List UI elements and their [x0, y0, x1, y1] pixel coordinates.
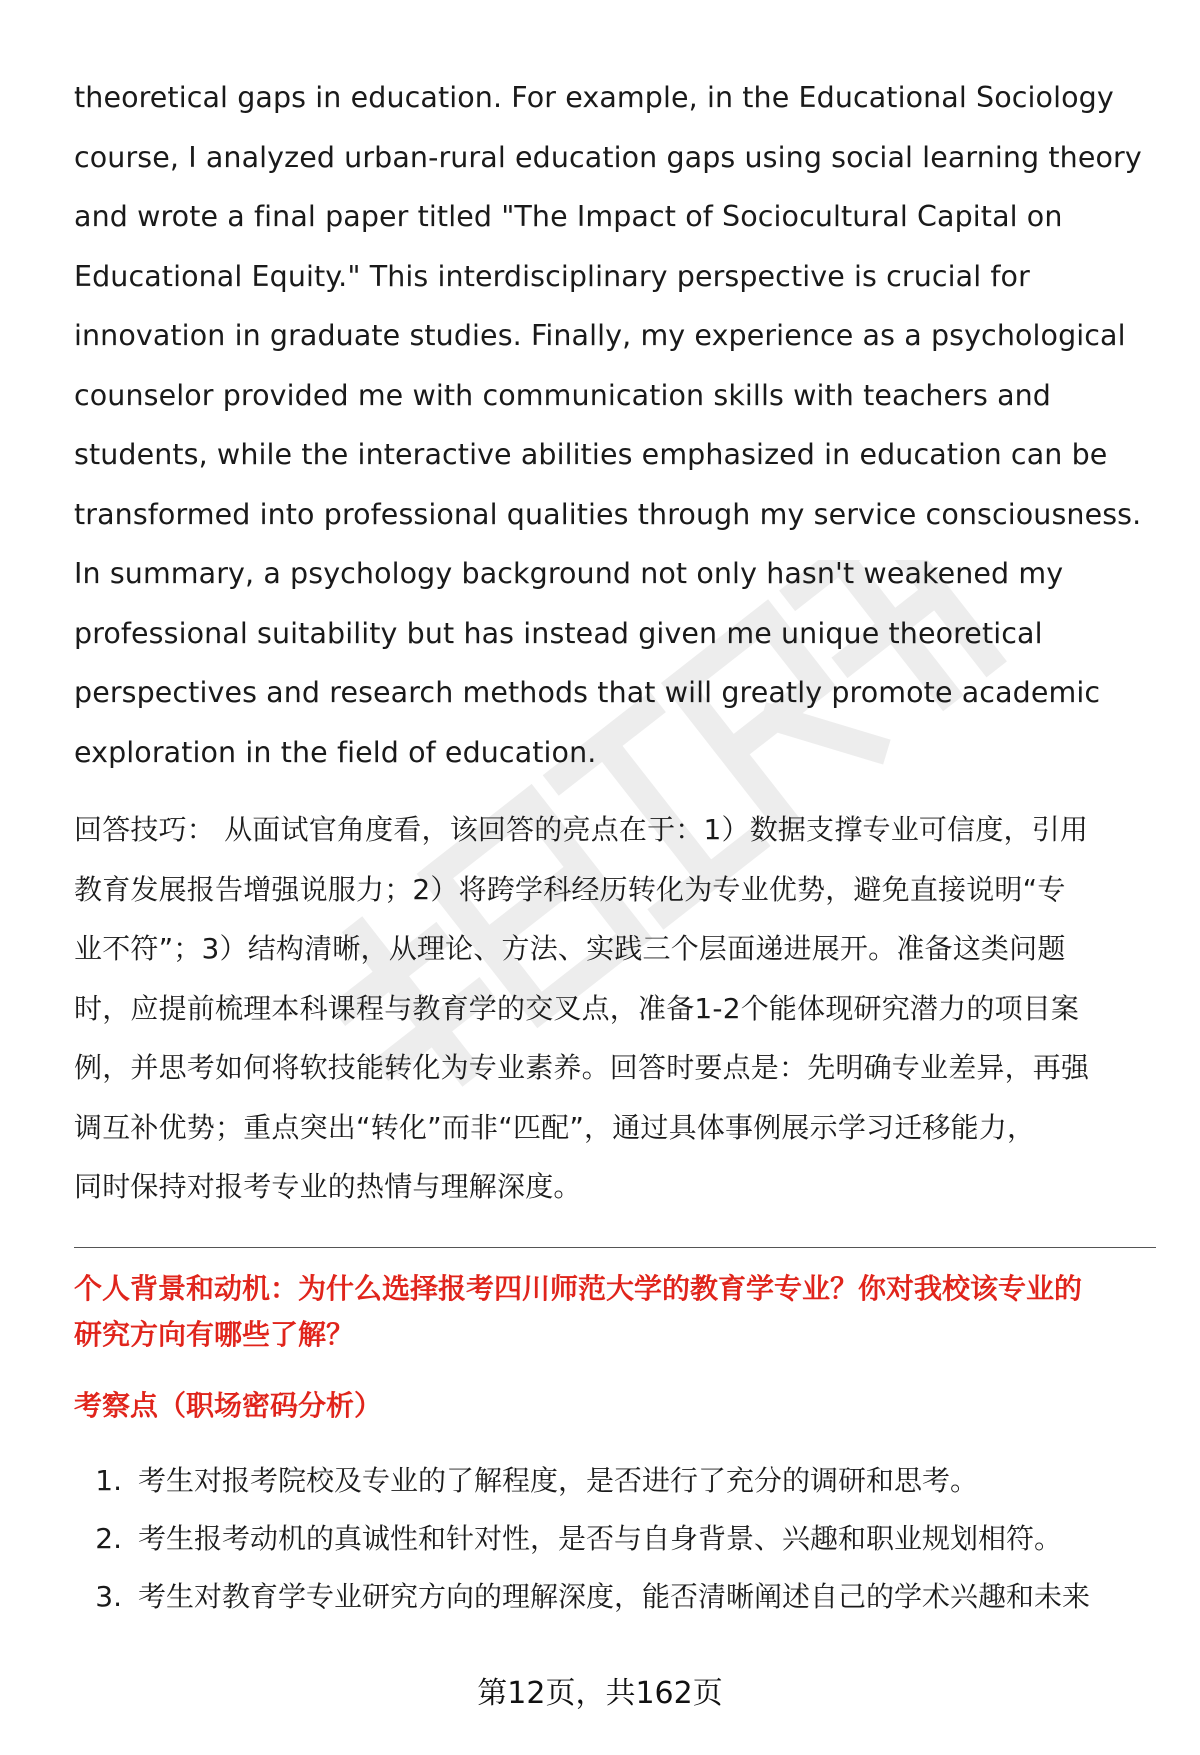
question-title: [74, 1266, 1156, 1358]
body-line: professional suitability but has instead given me unique theoretical: [74, 616, 1043, 650]
body-line: exploration in the field of education.: [74, 735, 597, 769]
question-title-line: 个人背景和动机：为什么选择报考四川师范大学的教育学专业？你对我校该专业的: [74, 1271, 1083, 1305]
body-line: students, while the interactive abilities emphasized in education can be: [74, 438, 1108, 471]
tips-line: 教育发展报告增强说服力；2）将跨学科经历转化为专业优势，避免直接说明“专: [74, 872, 1066, 906]
answer-body-text: [74, 68, 1156, 782]
tips-line: 回答技巧： 从面试官角度看，该回答的亮点在于：1）数据支撑专业可信度，引用: [74, 813, 1089, 846]
tips-line: 调互补优势；重点突出“转化”而非“匹配”，通过具体事例展示学习迁移能力，: [74, 1110, 1036, 1144]
list-item-text: 考生报考动机的真诚性和针对性，是否与自身背景、兴趣和职业规划相符。: [138, 1521, 1063, 1555]
assessment-points-list: [74, 1452, 1156, 1626]
list-item-text: 考生对报考院校及专业的了解程度，是否进行了充分的调研和思考。: [138, 1463, 979, 1497]
body-line: innovation in graduate studies. Finally, my experience as a psychological: [74, 319, 1126, 352]
body-line: course, I analyzed urban-rural education gaps using social learning theory: [74, 140, 1142, 174]
list-item-number: 2.: [95, 1521, 122, 1555]
list-item: [74, 1510, 1156, 1568]
assessment-points-heading: 考察点（职场密码分析）: [74, 1388, 383, 1422]
list-item: [74, 1568, 1156, 1626]
body-line: transformed into professional qualities through my service consciousness.: [74, 497, 1142, 531]
list-item-number: 1.: [95, 1463, 122, 1497]
body-line: Educational Equity." This interdisciplinary perspective is crucial for: [74, 259, 1030, 293]
tips-line: 时，应提前梳理本科课程与教育学的交叉点，准备1-2个能体现研究潜力的项目案: [74, 991, 1080, 1025]
body-line: theoretical gaps in education. For example, in the Educational Sociology: [74, 81, 1114, 114]
body-line: counselor provided me with communication skills with teachers and: [74, 378, 1051, 412]
list-item-text: 考生对教育学专业研究方向的理解深度，能否清晰阐述自己的学术兴趣和未来: [138, 1579, 1091, 1613]
body-line: and wrote a final paper titled "The Impact of Sociocultural Capital on: [74, 200, 1063, 233]
body-line: In summary, a psychology background not only hasn't weakened my: [74, 557, 1064, 590]
body-line: perspectives and research methods that will greatly promote academic: [74, 676, 1101, 709]
tips-line: 业不符”；3）结构清晰，从理论、方法、实践三个层面递进展开。准备这类问题: [74, 932, 1066, 965]
section-divider: [74, 1247, 1156, 1248]
document-page: [74, 68, 1156, 1626]
tips-line: 例，并思考如何将软技能转化为专业素养。回答时要点是：先明确专业差异，再强: [74, 1051, 1090, 1084]
list-item-number: 3.: [95, 1579, 122, 1613]
question-title-line: 研究方向有哪些了解？: [74, 1317, 355, 1351]
tips-line: 同时保持对报考专业的热情与理解深度。: [74, 1170, 582, 1203]
answer-tips: [74, 800, 1156, 1217]
list-item: [74, 1452, 1156, 1510]
page-number-footer: 第12页，共162页: [477, 1676, 723, 1711]
